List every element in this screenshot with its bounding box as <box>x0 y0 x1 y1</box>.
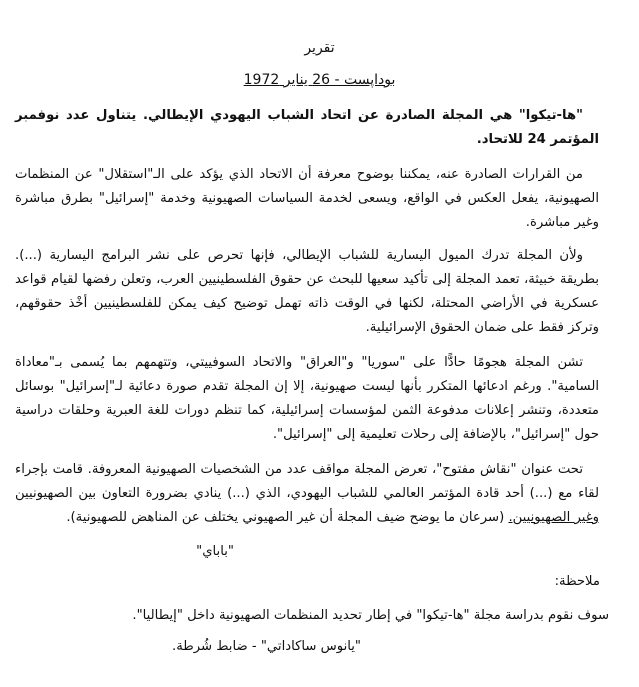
paragraph-3 <box>15 244 599 340</box>
paragraph-5-text-end: (سرعان ما يوضح ضيف المجلة أن غير الصهيوني يختلف عن المناهض للصهيونية). <box>66 510 509 525</box>
paragraph-3-text: ولأن المجلة تدرك الميول اليسارية للشباب الإيطالي، فإنها تحرص على نشر البرامج اليسارية (...). بطريقة خبيثة، تعمد المجلة إلى تأكيد سعيها للبحث عن حقوق الفلسطينيين العرب، وتعلن رفضها لقيام قواعد عسكرية في الأراضي المحتلة، لكنها في الوقت ذاته تهمل توضيح كيف يمكن للفلسطينيين أخْذ حقوقهم، وتركز فقط على ضمان الحقوق الإسرائيلية. <box>15 248 599 335</box>
report-signature: "باباي" <box>196 544 234 559</box>
paragraph-5 <box>15 458 599 530</box>
document-date: بوداپست - 26 يناير 1972 <box>243 72 396 88</box>
paragraph-5-text-start: تحت عنوان "نقاش مفتوح"، تعرض المجلة مواقف عدد من الشخصيات الصهيونية المعروفة. قامت بإجراء لقاء مع (...) أحد قادة المؤتمر العالمي للشباب اليهودي، الذي (...) ينادي بضرورة التعاون بين الصهيونيين <box>15 462 599 501</box>
note-label: ملاحظة: <box>554 574 600 589</box>
paragraph-2 <box>15 163 599 235</box>
paragraph-2-text: من القرارات الصادرة عنه، يمكننا بوضوح معرفة أن الاتحاد الذي يؤكد على الـ"استقلال" عن المنظمات الصهيونية، يفعل العكس في الواقع، ويسعى لخدمة السياسات الصهيونية وخدمة "إسرائيل" بطرق مباشرة وغير مباشرة. <box>15 167 599 230</box>
note-signature: "يانوس ساكاداتي" - ضابط شُرطة. <box>172 639 361 654</box>
paragraph-1-text: "ها-تيكوا" هي المجلة الصادرة عن اتحاد الشباب اليهودي الإيطالي. يتناول عدد نوفمبر المؤتمر 24 للاتحاد. <box>15 108 599 147</box>
paragraph-4-text: تشن المجلة هجومًا حادًّا على "سوريا" و"العراق" والاتحاد السوفييتي، وتتهمهم بما يُسمى بـ"معاداة السامية". ورغم ادعائها المتكرر بأنها ليست صهيونية، إلا إن المجلة تقدم صورة دعائية لـ"إسرائيل" بوسائل متعددة، وتنشر إعلانات مدفوعة الثمن لمؤسسات إسرائيلية، كما تنظم دورات للغة العبرية وحلقات دراسية حول "إسرائيل"، بالإضافة إلى رحلات تعليمية إلى "إسرائيل". <box>15 355 599 442</box>
note-text: سوف نقوم بدراسة مجلة "ها-تيكوا" في إطار تحديد المنظمات الصهيونية داخل "إيطاليا". <box>132 608 609 623</box>
document-title: تقرير <box>304 40 335 56</box>
paragraph-5-underlined-phrase: وغير الصهيونيين. <box>508 510 599 525</box>
paragraph-4 <box>15 351 599 447</box>
paragraph-1 <box>15 104 599 152</box>
